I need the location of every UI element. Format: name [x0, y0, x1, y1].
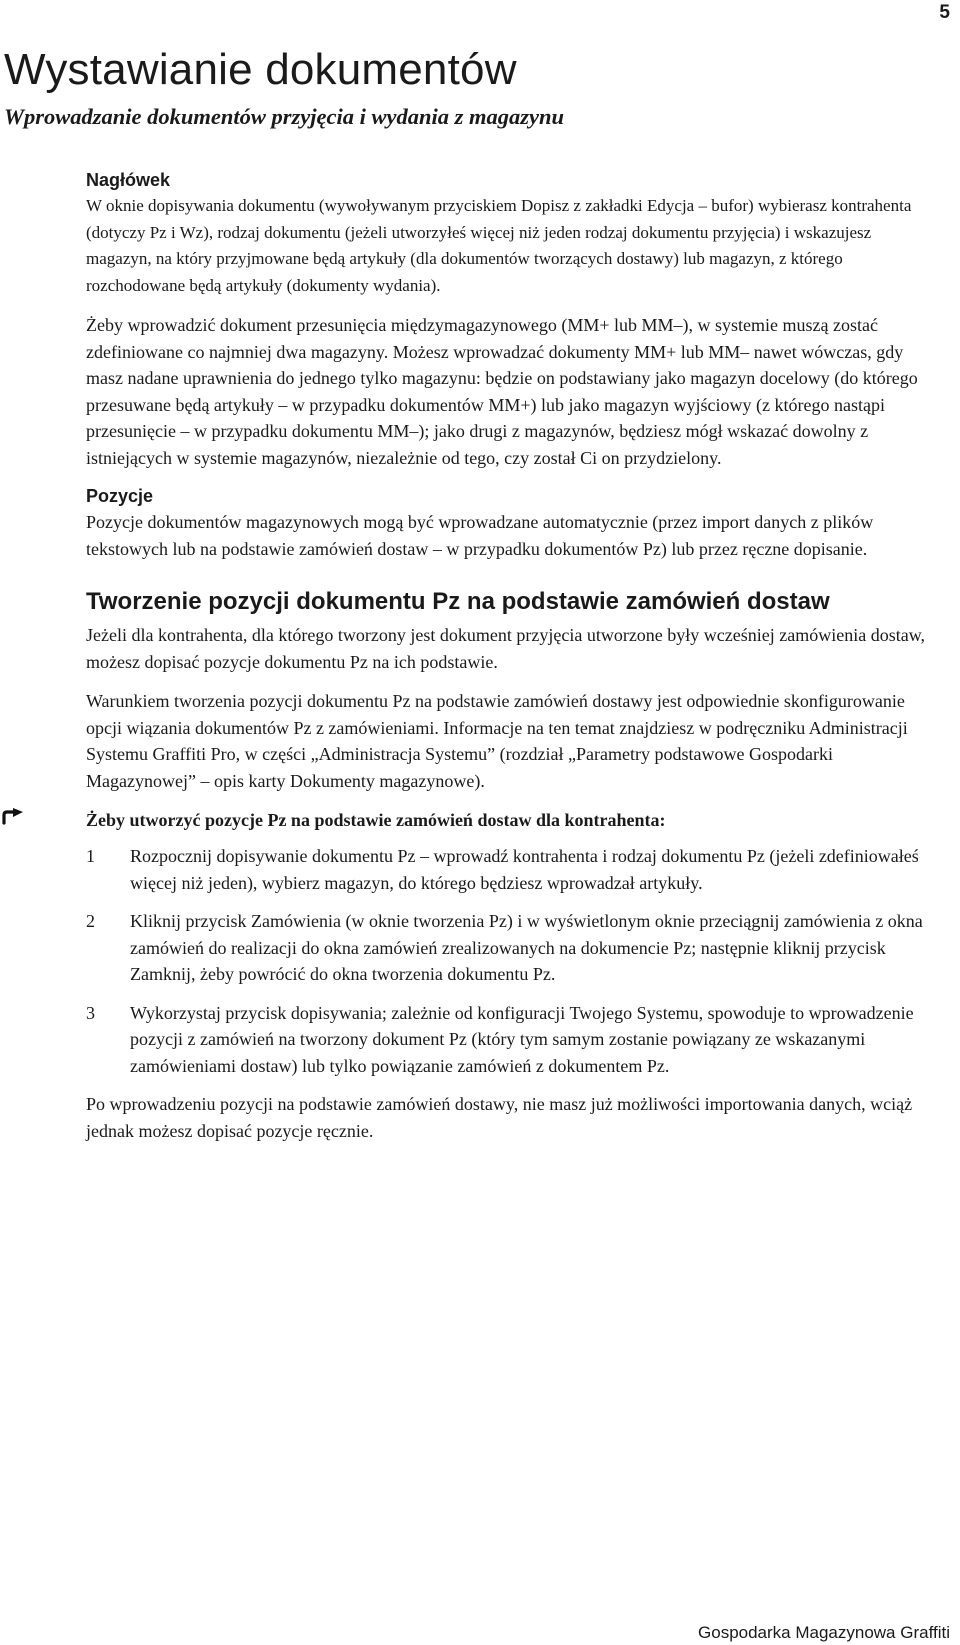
list-item — [86, 1000, 940, 1080]
page-subtitle: Wprowadzanie dokumentów przyjęcia i wydania z magazynu — [4, 104, 565, 129]
list-item — [86, 908, 940, 988]
step-number: 1 — [86, 846, 95, 866]
step-text: Wykorzystaj przycisk dopisywania; zależnie od konfiguracji Twojego Systemu, spowoduje to wprowadzenie pozycji z zamówień na tworzony dokument Pz (który tym samym zostanie powiązany ze wskazanymi zamówieniami dostaw) lub tylko powiązanie zamówień z dokumentem Pz. — [130, 1002, 914, 1076]
paragraph: Pozycje dokumentów magazynowych mogą być wprowadzane automatycznie (przez import danych z plików tekstowych lub na podstawie zamówień dostaw – w przypadku dokumentów Pz) lub przez ręczne dopisanie. — [86, 512, 874, 559]
step-number: 3 — [86, 1002, 95, 1023]
footer-text: Gospodarka Magazynowa Graffiti — [698, 1623, 950, 1642]
step-text: Rozpocznij dopisywanie dokumentu Pz – wprowadź kontrahenta i rodzaj dokumentu Pz (jeżeli zdefiniowałeś więcej niż jeden), wybierz magazyn, do którego będziesz wprowadzał artykuły. — [130, 846, 919, 893]
procedure-title: Żeby utworzyć pozycje Pz na podstawie zamówień dostaw dla kontrahenta: — [86, 810, 666, 830]
step-number: 2 — [86, 911, 95, 931]
procedure — [86, 807, 940, 1079]
page-title: Wystawianie dokumentów — [4, 45, 517, 94]
section-heading-pozycje: Pozycje — [86, 486, 154, 506]
step-text: Kliknij przycisk Zamówienia (w oknie tworzenia Pz) i w wyświetlonym oknie przeciągnij zamówienia z okna zamówień do realizacji do okna zamówień zrealizowanych na dokumencie Pz; następnie kliknij przycisk Zamknij, żeby powrócić do okna tworzenia dokumentu Pz. — [130, 911, 923, 984]
paragraph: Po wprowadzeniu pozycji na podstawie zamówień dostawy, nie masz już możliwości importowania danych, wciąż jednak możesz dopisać pozycje ręcznie. — [86, 1094, 913, 1141]
right-arrow-icon — [2, 808, 26, 830]
paragraph: Warunkiem tworzenia pozycji dokumentu Pz na podstawie zamówień dostawy jest odpowiednie skonfigurowanie opcji wiązania dokumentów Pz z zamówieniami. Informacje na ten temat znajdziesz w podręczniku Administracji Systemu Graffiti Pro, w części „Administracja Systemu” (rozdział „Parametry podstawowe Gospodarki Magazynowej” – opis karty Dokumenty magazynowe). — [86, 691, 908, 791]
document-body — [86, 168, 940, 1157]
paragraph: Jeżeli dla kontrahenta, dla którego tworzony jest dokument przyjęcia utworzone były wcześniej zamówienia dostaw, możesz dopisać pozycje dokumentu Pz na ich podstawie. — [86, 625, 926, 672]
paragraph: Żeby wprowadzić dokument przesunięcia międzymagazynowego (MM+ lub MM–), w systemie muszą zostać zdefiniowane co najmniej dwa magazyny. Możesz wprowadzać dokumenty MM+ lub MM– nawet wówczas, gdy masz nadane uprawnienia do jednego tylko magazynu: będzie on podstawiany jako magazyn docelowy (do którego przesuwane będą artykuły – w przypadku dokumentów MM+) lub jako magazyn wyjściowy (z którego nastąpi przesunięcie – w przypadku dokumentu MM–); jako drugi z magazynów, będziesz mógł wskazać dowolny z istniejących w systemie magazynów, niezależnie od tego, czy został Ci on przydzielony. — [86, 315, 918, 468]
steps-list — [86, 843, 940, 1079]
paragraph: W oknie dopisywania dokumentu (wywoływanym przyciskiem Dopisz z zakładki Edycja – bufor) wybierasz kontrahenta (dotyczy Pz i Wz), rodzaj dokumentu (jeżeli utworzyłeś więcej niż jeden rodzaj dokumentu przyjęcia) i wskazujesz magazyn, na który przyjmowane będą artykuły (dla dokumentów tworzących dostawy) lub magazyn, z którego rozchodowane będą artykuły (dokumenty wydania). — [86, 196, 912, 295]
list-item — [86, 843, 940, 896]
page-number: 5 — [939, 2, 950, 23]
section-heading-naglowek: Nagłówek — [86, 170, 171, 190]
section-heading-tworzenie: Tworzenie pozycji dokumentu Pz na podstawie zamówień dostaw — [86, 588, 830, 615]
